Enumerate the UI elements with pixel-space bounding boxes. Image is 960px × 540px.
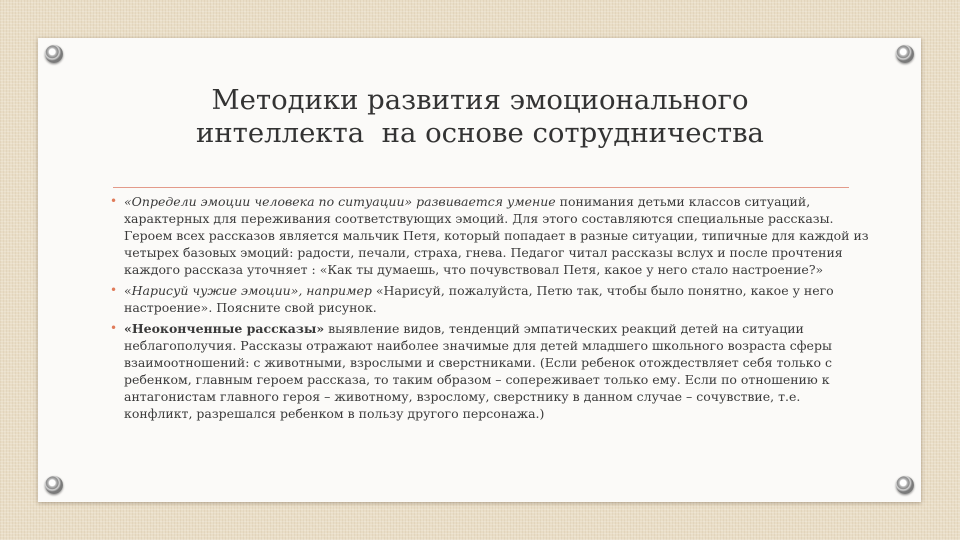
title-line-2: интеллекта на основе сотрудничества: [196, 117, 764, 149]
list-item: [110, 282, 870, 316]
bullet-list: [110, 193, 870, 426]
item-text: выявление видов, тенденций эмпатических реакций детей на ситуации неблагополучия. Рассказы отражают наиболее значимые для детей младшего школьного возраста сферы взаимоотношений: с животными, взрослыми и сверстниками. (Если ребенок отождествляет себя только с ребенком, главным героем рассказа, то таким образом – сопереживает только ему. Если по отношению к антагонистам главного героя – животному, взрослому, сверстнику в данном случае – сочувствие, т.е. конфликт, разрешался ребенком в пользу другого персонажа.): [124, 321, 832, 421]
title-divider: [113, 187, 849, 188]
pushpin-icon: [45, 45, 63, 63]
item-text: понимания детьми классов ситуаций, характерных для переживания соответствующих эмоций. Для этого составляются специальные рассказы. Героем всех рассказов является мальчик Петя, который попадает в разные ситуации, типичные для каждой из четырех базовых эмоций: радости, печали, страха, гнева. Педагог читал рассказы вслух и после прочтения каждого рассказа уточняет : «Как ты думаешь, что почувствовал Петя, какое у него стало настроение?»: [124, 194, 869, 277]
item-text: «Нарисуй, пожалуйста, Петю так, чтобы было понятно, какое у него настроение». Поясните свой рисунок.: [124, 283, 834, 315]
pushpin-icon: [896, 45, 914, 63]
bullet-icon: •: [110, 194, 118, 208]
item-lead: «Неоконченные рассказы»: [124, 321, 325, 336]
list-item: [110, 193, 870, 278]
bullet-icon: •: [110, 321, 118, 335]
title-line-1: Методики развития эмоционального: [211, 84, 749, 116]
slide-title: [150, 84, 810, 150]
list-item: [110, 320, 870, 422]
item-lead: Нарисуй чужие эмоции», например: [131, 283, 372, 298]
item-open-quote: «: [124, 283, 132, 298]
pushpin-icon: [45, 476, 63, 494]
item-lead: «Определи эмоции человека по ситуации» развивается умение: [124, 194, 556, 209]
bullet-icon: •: [110, 283, 118, 297]
pushpin-icon: [896, 476, 914, 494]
